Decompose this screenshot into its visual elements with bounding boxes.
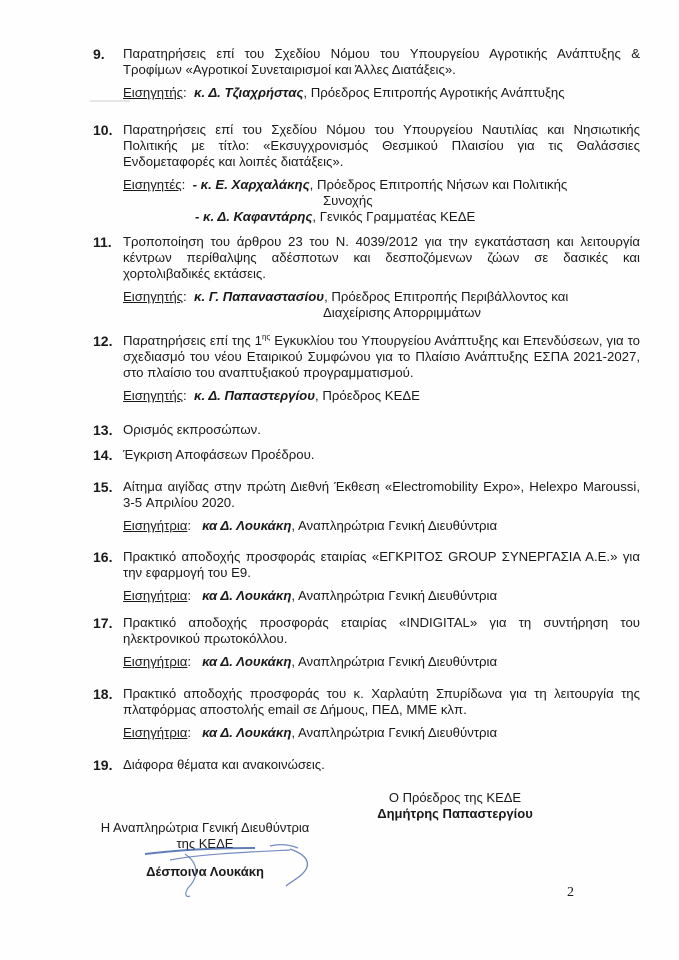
rapporteur-role: , Πρόεδρος Επιτροπής Αγροτικής Ανάπτυξης [303, 85, 565, 100]
item-text-pre: Παρατηρήσεις επί της 1 [123, 333, 262, 348]
rapporteur: Εισηγήτρια: κα Δ. Λουκάκη, Αναπληρώτρια Γενική Διευθύντρια [123, 654, 498, 669]
rapporteur: Εισηγήτρια: κα Δ. Λουκάκη, Αναπληρώτρια Γενική Διευθύντρια [123, 518, 498, 533]
item-text: Διάφορα θέματα και ανακοινώσεις. [123, 757, 325, 772]
item-text: Έγκριση Αποφάσεων Προέδρου. [123, 447, 315, 462]
agenda-item-9 [93, 46, 640, 101]
page-number: 2 [567, 885, 574, 900]
deputy-title-cont: της ΚΕΔΕ [176, 836, 234, 851]
rapporteur-label: Εισηγητής [123, 388, 184, 403]
rapporteur-label: Εισηγήτρια [123, 725, 188, 740]
item-text: Αίτημα αιγίδας στην πρώτη Διεθνή Έκθεση «Electromobility Expo», Helexpo Maroussi, 3-5 Απριλίου 2020. [123, 479, 640, 510]
agenda-item-12 [93, 333, 640, 404]
agenda-item-15 [93, 479, 640, 534]
item-text-post: Εγκυκλίου του Υπουργείου Ανάπτυξης και Επενδύσεων, για το σχεδιασμό του νέου Εταιρικού Συμφώνου για το Πλαίσιο Ανάπτυξης ΕΣΠΑ 2021-2027, στο πλαίσιο του αναπτυξιακού προγραμματισμού. [123, 333, 640, 380]
agenda-item-18 [93, 686, 640, 741]
rapporteur-role: , Πρόεδρος ΚΕΔΕ [315, 388, 420, 403]
rapporteur-label: Εισηγητές [123, 177, 182, 192]
agenda-item-11 [93, 234, 640, 321]
rapporteur-name: κ. Δ. Τζιαχρήστας [194, 85, 304, 100]
agenda-item-10 [93, 122, 640, 225]
item-number: 13. [93, 422, 113, 438]
item-number: 18. [93, 686, 113, 702]
rapporteur-role: , Πρόεδρος Επιτροπής Νήσων και Πολιτικής [309, 177, 568, 192]
item-number: 9. [93, 46, 105, 62]
president-title: Ο Πρόεδρος της ΚΕΔΕ [388, 790, 522, 805]
rapporteur: Εισηγητής: κ. Δ. Τζιαχρήστας, Πρόεδρος Επιτροπής Αγροτικής Ανάπτυξης [123, 85, 565, 100]
rapporteur-label: Εισηγήτρια [123, 588, 188, 603]
ordinal-superscript: ης [261, 332, 271, 342]
rapporteur-name: κα Δ. Λουκάκη [202, 654, 292, 669]
rapporteur: Εισηγητής: κ. Γ. Παπαναστασίου, Πρόεδρος Επιτροπής Περιβάλλοντος και Διαχείρισης Απορριμμάτων [123, 289, 640, 321]
item-number: 15. [93, 479, 113, 495]
agenda-item-16 [93, 549, 640, 604]
item-text: Πρακτικό αποδοχής προσφοράς εταιρίας «ΕΓΚΡΙΤΟΣ GROUP ΣΥΝΕΡΓΑΣΙΑ Α.Ε.» για την εφαρμογή του Ε9. [123, 549, 640, 580]
item-text: Πρακτικό αποδοχής προσφοράς του κ. Χαρλαύτη Σπυρίδωνα για τη λειτουργία της πλατφόρμας αποστολής email σε Δήμους, ΠΕΔ, ΜΜΕ κλπ. [123, 686, 640, 717]
agenda-item-17 [93, 615, 640, 670]
rapporteur: Εισηγήτρια: κα Δ. Λουκάκη, Αναπληρώτρια Γενική Διευθύντρια [123, 588, 498, 603]
item-number: 12. [93, 333, 113, 349]
rapporteur-role: , Αναπληρώτρια Γενική Διευθύντρια [291, 588, 498, 603]
rapporteur2-role: , Γενικός Γραμματέας ΚΕΔΕ [312, 209, 476, 224]
rapporteur-role-cont: Διαχείρισης Απορριμμάτων [323, 305, 481, 320]
agenda-item-19 [93, 757, 640, 773]
rapporteur2-name: - κ. Δ. Καφαντάρης [195, 209, 313, 224]
item-text: Πρακτικό αποδοχής προσφοράς εταιρίας «INDIGITAL» για τη συντήρηση του ηλεκτρονικού πρωτοκόλλου. [123, 615, 640, 646]
item-number: 10. [93, 122, 113, 138]
item-text [123, 333, 640, 381]
rapporteur-name: κα Δ. Λουκάκη [202, 725, 292, 740]
agenda-item-13 [93, 422, 640, 438]
deputy-title: Η Αναπληρώτρια Γενική Διευθύντρια [100, 820, 310, 835]
item-text: Παρατηρήσεις επί του Σχεδίου Νόμου του Υπουργείου Αγροτικής Ανάπτυξης & Τροφίμων «Αγροτικοί Συνεταιρισμοί και Άλλες Διατάξεις». [123, 46, 640, 77]
handwritten-signature [140, 830, 320, 900]
rapporteur-name: κα Δ. Λουκάκη [202, 518, 292, 533]
rapporteur: Εισηγητής: κ. Δ. Παπαστεργίου, Πρόεδρος ΚΕΔΕ [123, 388, 420, 403]
rapporteur: Εισηγητές: - κ. Ε. Χαρχαλάκης, Πρόεδρος Επιτροπής Νήσων και Πολιτικής Συνοχής - κ. Δ. Καφαντάρης, Γενικός Γραμματέας ΚΕΔΕ [123, 177, 640, 225]
item-number: 19. [93, 757, 113, 773]
rapporteur-name: κ. Γ. Παπαναστασίου [194, 289, 325, 304]
item-number: 11. [93, 234, 112, 250]
rapporteur-role: , Αναπληρώτρια Γενική Διευθύντρια [291, 518, 498, 533]
item-text: Τροποποίηση του άρθρου 23 του Ν. 4039/2012 για την εγκατάσταση και λειτουργία κέντρων περίθαλψης αδέσποτων και δεσποζόμενων ζώων σε δασικές και χορτολιβαδικές εκτάσεις. [123, 234, 640, 281]
rapporteur-label: Εισηγητής [123, 85, 184, 100]
rapporteur-name: κα Δ. Λουκάκη [202, 588, 292, 603]
rapporteur-role: , Αναπληρώτρια Γενική Διευθύντρια [291, 725, 498, 740]
rapporteur-label: Εισηγητής [123, 289, 184, 304]
item-number: 16. [93, 549, 113, 565]
rapporteur-name: κ. Δ. Παπαστεργίου [194, 388, 316, 403]
item-number: 14. [93, 447, 113, 463]
item-number: 17. [93, 615, 113, 631]
rapporteur-role: , Πρόεδρος Επιτροπής Περιβάλλοντος και [324, 289, 569, 304]
rapporteur-name: - κ. Ε. Χαρχαλάκης [192, 177, 310, 192]
president-name: Δημήτρης Παπαστεργίου [377, 806, 533, 821]
deputy-name: Δέσποινα Λουκάκη [146, 864, 264, 879]
rapporteur-label: Εισηγήτρια [123, 518, 188, 533]
rapporteur-role: , Αναπληρώτρια Γενική Διευθύντρια [291, 654, 498, 669]
agenda-item-14 [93, 447, 640, 463]
rapporteur-role-cont: Συνοχής [323, 193, 373, 208]
item-text: Ορισμός εκπροσώπων. [123, 422, 261, 437]
rapporteur-label: Εισηγήτρια [123, 654, 188, 669]
rapporteur: Εισηγήτρια: κα Δ. Λουκάκη, Αναπληρώτρια Γενική Διευθύντρια [123, 725, 498, 740]
president-signature-block [355, 790, 555, 822]
item-text: Παρατηρήσεις επί του Σχεδίου Νόμου του Υπουργείου Ναυτιλίας και Νησιωτικής Πολιτικής με τίτλο: «Εκσυγχρονισμός Θεσμικού Πλαισίου για τις Θαλάσσιες Ενδομεταφορές και λοιπές διατάξεις». [123, 122, 640, 169]
